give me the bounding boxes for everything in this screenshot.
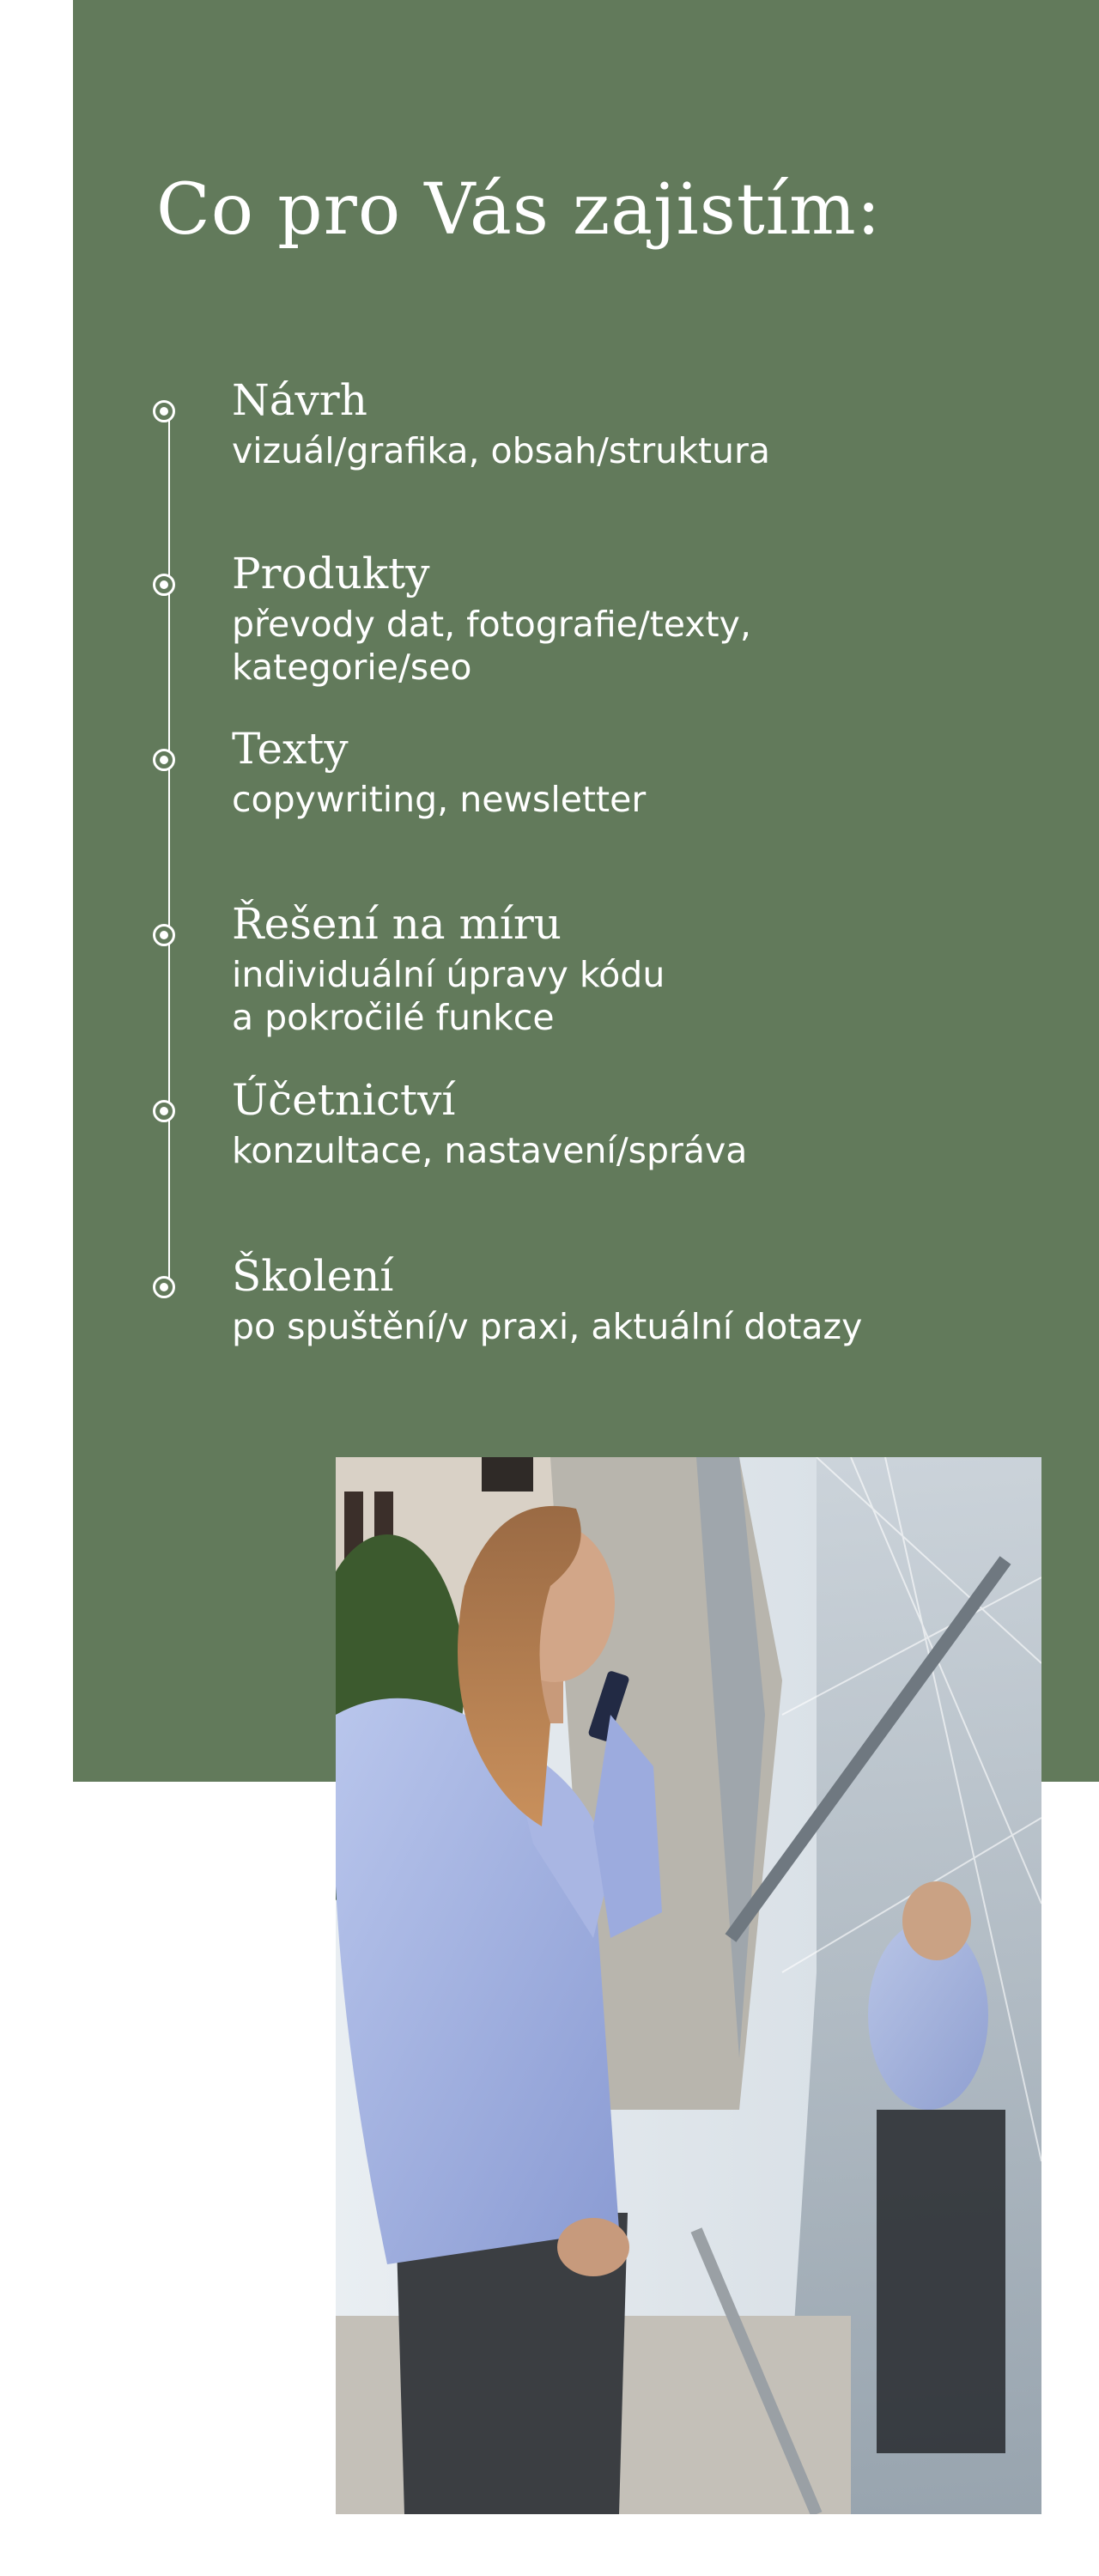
service-title: Texty bbox=[232, 724, 349, 774]
circle-dot-icon bbox=[153, 924, 175, 946]
timeline-line bbox=[168, 410, 170, 1286]
service-description: konzultace, nastavení/správa bbox=[232, 1130, 748, 1171]
circle-dot-icon bbox=[153, 574, 175, 596]
service-title: Školení bbox=[232, 1251, 394, 1301]
service-title: Účetnictví bbox=[232, 1075, 456, 1125]
service-description: převody dat, fotografie/texty, kategorie/seo bbox=[232, 604, 751, 689]
circle-dot-icon bbox=[153, 749, 175, 771]
section-heading: Co pro Vás zajistím: bbox=[156, 169, 882, 251]
service-description: individuální úpravy kódu a pokročilé funkce bbox=[232, 954, 665, 1039]
service-description: copywriting, newsletter bbox=[232, 779, 647, 820]
profile-photo bbox=[336, 1457, 1041, 2514]
service-title: Produkty bbox=[232, 549, 430, 598]
service-title: Návrh bbox=[232, 375, 367, 425]
circle-dot-icon bbox=[153, 400, 175, 422]
circle-dot-icon bbox=[153, 1276, 175, 1298]
service-description: po spuštění/v praxi, aktuální dotazy bbox=[232, 1306, 863, 1347]
woman-on-phone-photo bbox=[336, 1457, 1041, 2514]
service-description: vizuál/grafika, obsah/struktura bbox=[232, 430, 770, 471]
service-title: Řešení na míru bbox=[232, 899, 562, 949]
circle-dot-icon bbox=[153, 1100, 175, 1122]
